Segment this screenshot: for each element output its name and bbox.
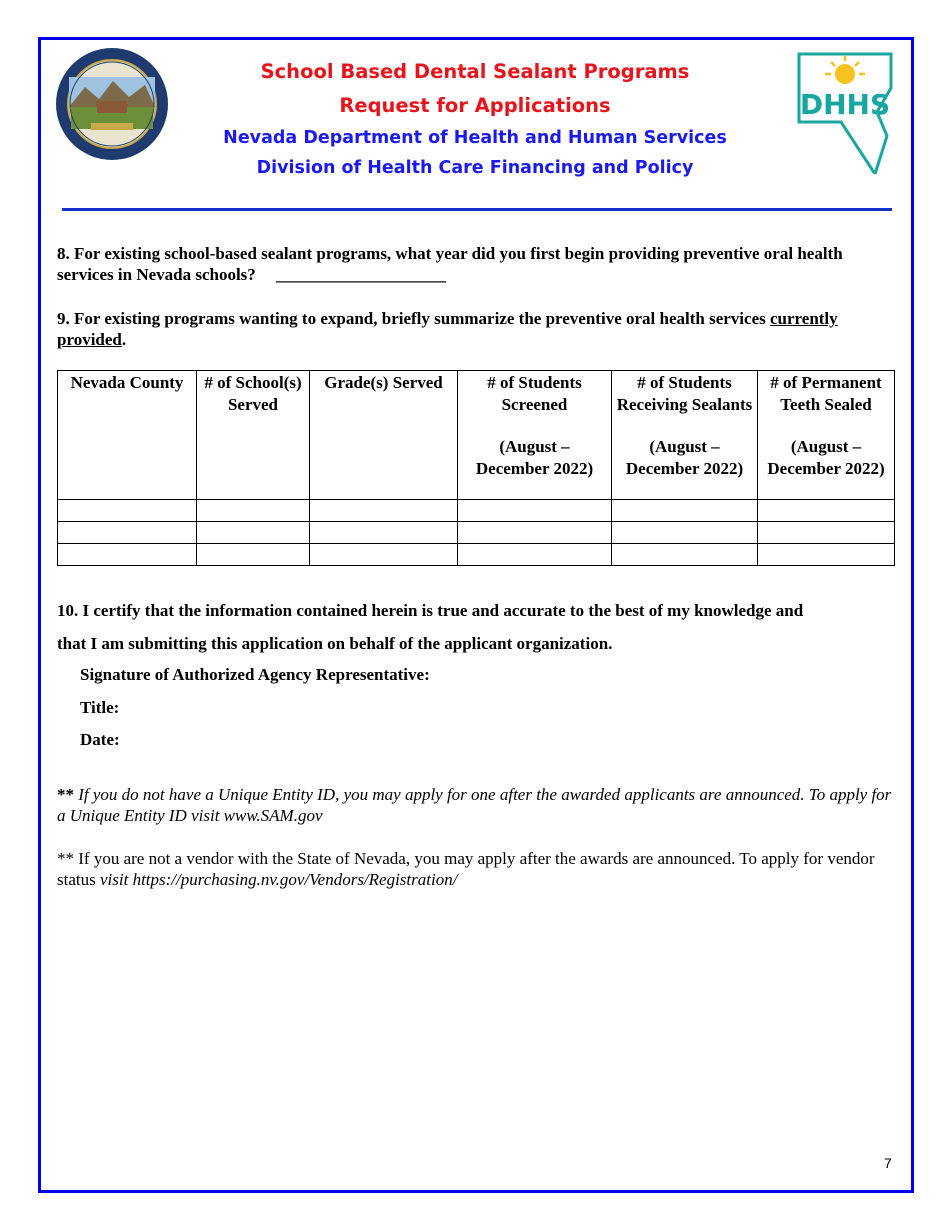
table-cell[interactable] [58,500,197,522]
doc-subtitle: Request for Applications [339,94,611,117]
col-header-screened: # of Students Screened (August – December 2022) [458,371,612,500]
nevada-state-seal [55,47,169,161]
table-row [58,544,895,566]
table-cell[interactable] [458,544,612,566]
department-name: Nevada Department of Health and Human Services [223,128,727,148]
division-name: Division of Health Care Financing and Policy [256,158,694,178]
question-9-text: 9. For existing programs wanting to expand, briefly summarize the preventive oral health services [57,309,770,328]
table-cell[interactable] [458,522,612,544]
question-9-end: . [121,330,127,349]
table-cell[interactable] [458,500,612,522]
services-table [57,370,895,566]
page-number: 7 [884,1155,892,1171]
table-cell[interactable] [58,544,197,566]
vendor-note-text: ** If you are not a vendor with the State of Nevada, you may apply after the awards are announced. To apply for vendor status [57,849,875,889]
vendor-note [57,848,897,890]
col-header-grades: Grade(s) Served [310,371,458,500]
table-cell[interactable] [197,500,310,522]
col-header-county: Nevada County [58,371,197,500]
table-cell[interactable] [758,500,895,522]
table-row [58,500,895,522]
table-row [58,522,895,544]
signature-label: Signature of Authorized Agency Representative: [80,665,430,684]
table-cell[interactable] [758,522,895,544]
table-cell[interactable] [197,544,310,566]
table-cell[interactable] [58,522,197,544]
header-divider [62,208,892,211]
question-8 [57,243,897,285]
table-cell[interactable] [310,544,458,566]
table-cell[interactable] [758,544,895,566]
logo-text: DHHS [799,88,891,121]
uei-note-text: If you do not have a Unique Entity ID, you may apply for one after the awarded applicants are announced. To apply for a Unique Entity ID visit www.SAM.gov [57,785,892,825]
table-cell[interactable] [310,522,458,544]
date-label: Date: [80,730,120,749]
certification-line-2: that I am submitting this application on behalf of the applicant organization. [57,634,613,653]
year-blank[interactable]: ____________________ [276,265,447,284]
col-header-sealants: # of Students Receiving Sealants (August – December 2022) [612,371,758,500]
question-9-underlined: currently provided [57,309,838,349]
table-cell[interactable] [612,544,758,566]
question-9 [57,308,897,350]
uei-note [57,784,897,826]
table-cell[interactable] [612,500,758,522]
question-8-text: 8. For existing school-based sealant programs, what year did you first begin providing preventive oral health services in Nevada schools? [57,244,843,284]
dhhs-logo [795,50,895,174]
uei-note-marker: ** [57,785,74,804]
title-label: Title: [80,698,120,717]
certification-line-1: 10. I certify that the information contained herein is true and accurate to the best of my knowledge and [57,601,804,620]
col-header-teeth: # of Permanent Teeth Sealed (August – December 2022) [758,371,895,500]
table-cell[interactable] [612,522,758,544]
doc-title: School Based Dental Sealant Programs [260,60,690,83]
table-cell[interactable] [310,500,458,522]
vendor-registration-link[interactable]: visit https://purchasing.nv.gov/Vendors/Registration/ [99,870,458,889]
table-cell[interactable] [197,522,310,544]
col-header-schools: # of School(s) Served [197,371,310,500]
